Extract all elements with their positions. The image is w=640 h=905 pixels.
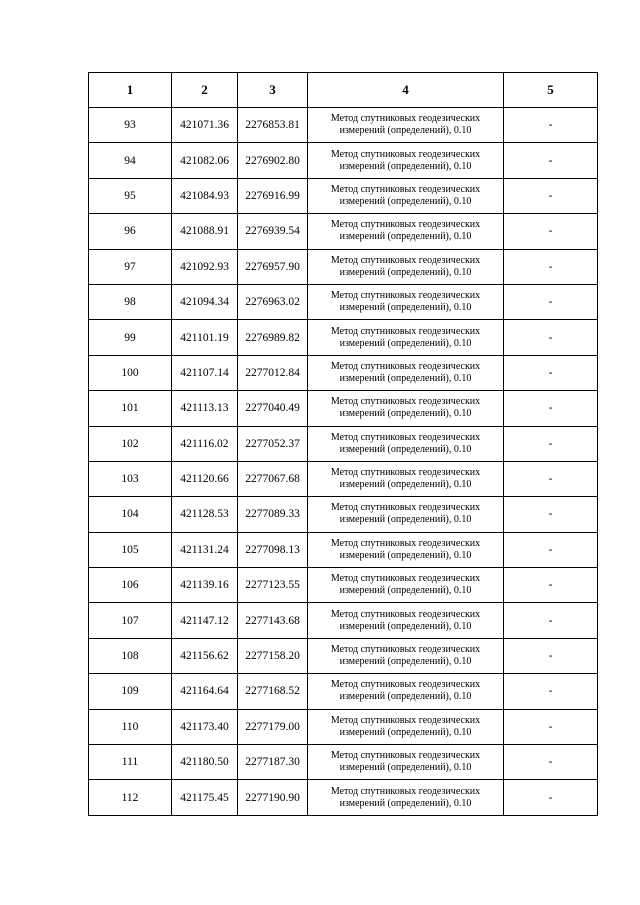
coordinate-y-cell: 2277187.30 bbox=[238, 745, 308, 780]
point-number-cell: 100 bbox=[89, 355, 172, 390]
method-line-1: Метод спутниковых геодезических bbox=[330, 396, 481, 408]
method-cell bbox=[308, 426, 504, 461]
coordinate-x-cell: 421164.64 bbox=[172, 674, 238, 709]
coordinate-y-cell: 2276989.82 bbox=[238, 320, 308, 355]
point-number-cell: 103 bbox=[89, 461, 172, 496]
point-number-cell: 110 bbox=[89, 709, 172, 744]
coordinate-x-cell: 421113.13 bbox=[172, 391, 238, 426]
method-line-2: измерений (определений), 0.10 bbox=[339, 726, 472, 738]
point-number-cell: 97 bbox=[89, 249, 172, 284]
point-number-cell: 99 bbox=[89, 320, 172, 355]
point-number-cell: 95 bbox=[89, 178, 172, 213]
coordinate-y-cell: 2277089.33 bbox=[238, 497, 308, 532]
method-line-2: измерений (определений), 0.10 bbox=[339, 514, 472, 526]
method-cell bbox=[308, 461, 504, 496]
method-line-1: Метод спутниковых геодезических bbox=[330, 502, 481, 514]
method-cell bbox=[308, 214, 504, 249]
method-line-2: измерений (определений), 0.10 bbox=[339, 125, 472, 137]
coordinate-x-cell: 421156.62 bbox=[172, 638, 238, 673]
method-cell bbox=[308, 320, 504, 355]
coordinate-y-cell: 2276916.99 bbox=[238, 178, 308, 213]
method-line-1: Метод спутниковых геодезических bbox=[330, 148, 481, 160]
note-cell: - bbox=[504, 497, 598, 532]
method-cell bbox=[308, 532, 504, 567]
table-row bbox=[89, 461, 598, 496]
method-line-2: измерений (определений), 0.10 bbox=[339, 762, 472, 774]
header-row bbox=[89, 73, 598, 108]
point-number-cell: 105 bbox=[89, 532, 172, 567]
note-cell: - bbox=[504, 214, 598, 249]
method-line-1: Метод спутниковых геодезических bbox=[330, 183, 481, 195]
table-row bbox=[89, 497, 598, 532]
note-cell: - bbox=[504, 355, 598, 390]
coordinate-y-cell: 2277098.13 bbox=[238, 532, 308, 567]
point-number-cell: 108 bbox=[89, 638, 172, 673]
coordinate-y-cell: 2276963.02 bbox=[238, 284, 308, 319]
coordinate-x-cell: 421139.16 bbox=[172, 568, 238, 603]
note-cell: - bbox=[504, 320, 598, 355]
table-row bbox=[89, 391, 598, 426]
coordinate-y-cell: 2277052.37 bbox=[238, 426, 308, 461]
header-cell-1: 1 bbox=[89, 73, 172, 108]
note-cell: - bbox=[504, 461, 598, 496]
coordinate-y-cell: 2277158.20 bbox=[238, 638, 308, 673]
table-row bbox=[89, 249, 598, 284]
method-line-1: Метод спутниковых геодезических bbox=[330, 219, 481, 231]
coordinate-x-cell: 421147.12 bbox=[172, 603, 238, 638]
method-line-1: Метод спутниковых геодезических bbox=[330, 537, 481, 549]
point-number-cell: 94 bbox=[89, 143, 172, 178]
method-line-1: Метод спутниковых геодезических bbox=[330, 360, 481, 372]
method-line-2: измерений (определений), 0.10 bbox=[339, 797, 472, 809]
point-number-cell: 98 bbox=[89, 284, 172, 319]
coordinate-y-cell: 2277123.55 bbox=[238, 568, 308, 603]
note-cell: - bbox=[504, 674, 598, 709]
coordinate-x-cell: 421131.24 bbox=[172, 532, 238, 567]
method-cell bbox=[308, 143, 504, 178]
note-cell: - bbox=[504, 780, 598, 815]
table-row bbox=[89, 108, 598, 143]
method-cell bbox=[308, 568, 504, 603]
coordinate-x-cell: 421107.14 bbox=[172, 355, 238, 390]
note-cell: - bbox=[504, 284, 598, 319]
method-cell bbox=[308, 780, 504, 815]
note-cell: - bbox=[504, 709, 598, 744]
method-line-2: измерений (определений), 0.10 bbox=[339, 195, 472, 207]
header-cell-2: 2 bbox=[172, 73, 238, 108]
method-cell bbox=[308, 674, 504, 709]
header-cell-5: 5 bbox=[504, 73, 598, 108]
table-row bbox=[89, 780, 598, 815]
method-cell bbox=[308, 284, 504, 319]
coordinate-x-cell: 421175.45 bbox=[172, 780, 238, 815]
coordinate-y-cell: 2277179.00 bbox=[238, 709, 308, 744]
method-cell bbox=[308, 709, 504, 744]
note-cell: - bbox=[504, 143, 598, 178]
table-row bbox=[89, 709, 598, 744]
coordinate-x-cell: 421094.34 bbox=[172, 284, 238, 319]
coordinate-y-cell: 2277067.68 bbox=[238, 461, 308, 496]
method-line-2: измерений (определений), 0.10 bbox=[339, 691, 472, 703]
point-number-cell: 107 bbox=[89, 603, 172, 638]
point-number-cell: 106 bbox=[89, 568, 172, 603]
note-cell: - bbox=[504, 249, 598, 284]
table-body bbox=[89, 108, 598, 816]
method-line-1: Метод спутниковых геодезических bbox=[330, 608, 481, 620]
coordinate-y-cell: 2277143.68 bbox=[238, 603, 308, 638]
coordinate-y-cell: 2276902.80 bbox=[238, 143, 308, 178]
table-row bbox=[89, 532, 598, 567]
method-cell bbox=[308, 108, 504, 143]
method-cell bbox=[308, 745, 504, 780]
point-number-cell: 112 bbox=[89, 780, 172, 815]
note-cell: - bbox=[504, 532, 598, 567]
method-line-2: измерений (определений), 0.10 bbox=[339, 443, 472, 455]
method-line-1: Метод спутниковых геодезических bbox=[330, 431, 481, 443]
method-cell bbox=[308, 178, 504, 213]
note-cell: - bbox=[504, 391, 598, 426]
method-line-1: Метод спутниковых геодезических bbox=[330, 644, 481, 656]
note-cell: - bbox=[504, 603, 598, 638]
note-cell: - bbox=[504, 745, 598, 780]
table-row bbox=[89, 603, 598, 638]
method-line-1: Метод спутниковых геодезических bbox=[330, 113, 481, 125]
coordinate-x-cell: 421101.19 bbox=[172, 320, 238, 355]
coordinate-x-cell: 421082.06 bbox=[172, 143, 238, 178]
coordinate-x-cell: 421120.66 bbox=[172, 461, 238, 496]
method-line-2: измерений (определений), 0.10 bbox=[339, 266, 472, 278]
point-number-cell: 104 bbox=[89, 497, 172, 532]
table-row bbox=[89, 674, 598, 709]
table-row bbox=[89, 638, 598, 673]
table-row bbox=[89, 284, 598, 319]
coordinate-y-cell: 2276939.54 bbox=[238, 214, 308, 249]
coordinate-x-cell: 421092.93 bbox=[172, 249, 238, 284]
method-cell bbox=[308, 603, 504, 638]
method-line-1: Метод спутниковых геодезических bbox=[330, 679, 481, 691]
coordinates-table bbox=[88, 72, 598, 816]
coordinate-x-cell: 421088.91 bbox=[172, 214, 238, 249]
table-row bbox=[89, 320, 598, 355]
table-row bbox=[89, 214, 598, 249]
method-line-2: измерений (определений), 0.10 bbox=[339, 231, 472, 243]
method-line-1: Метод спутниковых геодезических bbox=[330, 467, 481, 479]
method-cell bbox=[308, 497, 504, 532]
method-line-1: Метод спутниковых геодезических bbox=[330, 750, 481, 762]
method-line-1: Метод спутниковых геодезических bbox=[330, 325, 481, 337]
method-line-2: измерений (определений), 0.10 bbox=[339, 620, 472, 632]
method-cell bbox=[308, 391, 504, 426]
point-number-cell: 111 bbox=[89, 745, 172, 780]
method-line-2: измерений (определений), 0.10 bbox=[339, 337, 472, 349]
method-cell bbox=[308, 355, 504, 390]
coordinate-y-cell: 2277168.52 bbox=[238, 674, 308, 709]
header-cell-4: 4 bbox=[308, 73, 504, 108]
coordinate-y-cell: 2277040.49 bbox=[238, 391, 308, 426]
table-row bbox=[89, 143, 598, 178]
note-cell: - bbox=[504, 638, 598, 673]
method-line-1: Метод спутниковых геодезических bbox=[330, 254, 481, 266]
note-cell: - bbox=[504, 178, 598, 213]
coordinate-y-cell: 2277190.90 bbox=[238, 780, 308, 815]
point-number-cell: 109 bbox=[89, 674, 172, 709]
coordinate-x-cell: 421084.93 bbox=[172, 178, 238, 213]
note-cell: - bbox=[504, 108, 598, 143]
coordinate-y-cell: 2276957.90 bbox=[238, 249, 308, 284]
coordinate-y-cell: 2276853.81 bbox=[238, 108, 308, 143]
method-line-1: Метод спутниковых геодезических bbox=[330, 573, 481, 585]
table-row bbox=[89, 568, 598, 603]
note-cell: - bbox=[504, 426, 598, 461]
coordinate-x-cell: 421116.02 bbox=[172, 426, 238, 461]
method-line-2: измерений (определений), 0.10 bbox=[339, 160, 472, 172]
point-number-cell: 96 bbox=[89, 214, 172, 249]
table-row bbox=[89, 178, 598, 213]
method-line-1: Метод спутниковых геодезических bbox=[330, 290, 481, 302]
coordinate-x-cell: 421173.40 bbox=[172, 709, 238, 744]
header-cell-3: 3 bbox=[238, 73, 308, 108]
coordinate-x-cell: 421180.50 bbox=[172, 745, 238, 780]
note-cell: - bbox=[504, 568, 598, 603]
coordinate-y-cell: 2277012.84 bbox=[238, 355, 308, 390]
coordinate-x-cell: 421128.53 bbox=[172, 497, 238, 532]
table-row bbox=[89, 745, 598, 780]
method-line-2: измерений (определений), 0.10 bbox=[339, 585, 472, 597]
point-number-cell: 101 bbox=[89, 391, 172, 426]
method-line-2: измерений (определений), 0.10 bbox=[339, 549, 472, 561]
method-line-2: измерений (определений), 0.10 bbox=[339, 302, 472, 314]
method-cell bbox=[308, 249, 504, 284]
table-row bbox=[89, 355, 598, 390]
method-cell bbox=[308, 638, 504, 673]
method-line-2: измерений (определений), 0.10 bbox=[339, 479, 472, 491]
method-line-1: Метод спутниковых геодезических bbox=[330, 785, 481, 797]
method-line-1: Метод спутниковых геодезических bbox=[330, 714, 481, 726]
method-line-2: измерений (определений), 0.10 bbox=[339, 656, 472, 668]
table-row bbox=[89, 426, 598, 461]
method-line-2: измерений (определений), 0.10 bbox=[339, 372, 472, 384]
point-number-cell: 102 bbox=[89, 426, 172, 461]
method-line-2: измерений (определений), 0.10 bbox=[339, 408, 472, 420]
coordinate-x-cell: 421071.36 bbox=[172, 108, 238, 143]
point-number-cell: 93 bbox=[89, 108, 172, 143]
